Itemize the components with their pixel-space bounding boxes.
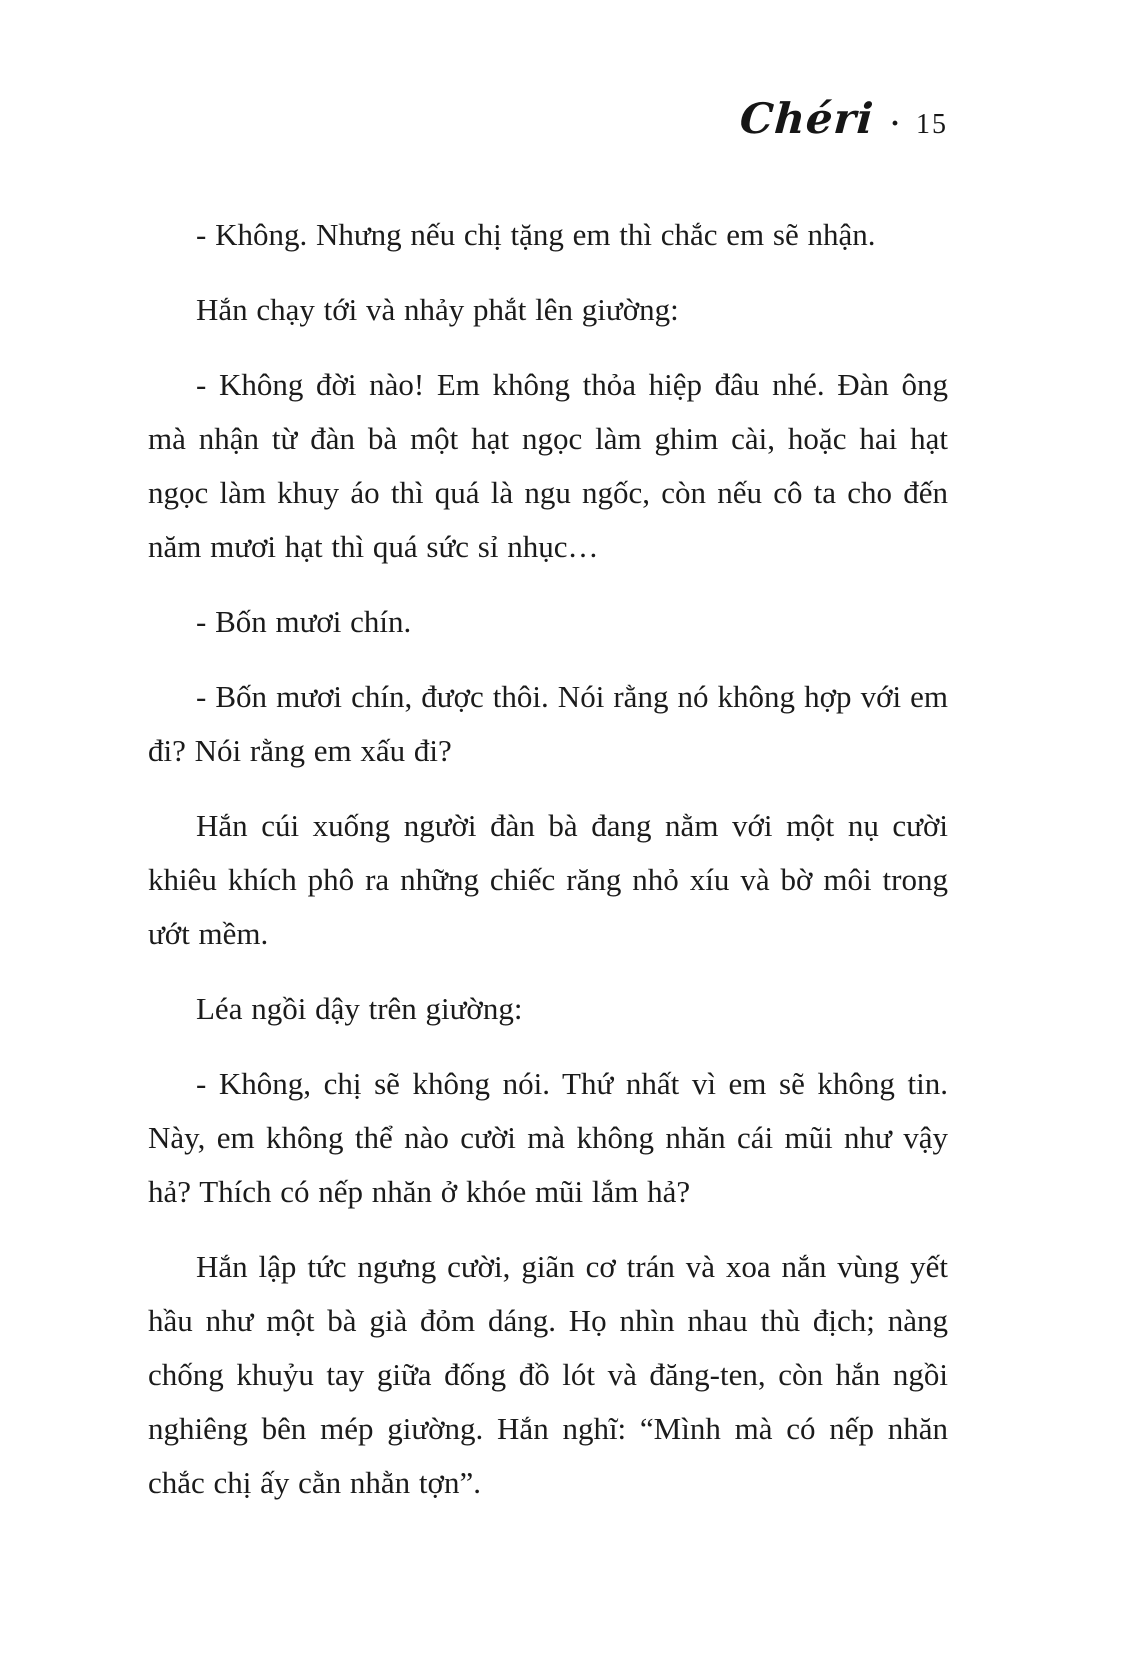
paragraph: Hắn lập tức ngưng cười, giãn cơ trán và xoa nắn vùng yết hầu như một bà già đỏm dáng. Họ nhìn nhau thù địch; nàng chống khuỷu tay giữa đống đồ lót và đăng-ten, còn hắn ngồi nghiêng bên mép giường. Hắn nghĩ: “Mình mà có nếp nhăn chắc chị ấy cằn nhằn tợn”.	[148, 1249, 948, 1500]
running-title: Chéri	[738, 94, 876, 143]
page-number: 15	[916, 109, 948, 140]
text-column	[148, 94, 948, 1531]
paragraph: - Bốn mươi chín.	[196, 604, 412, 639]
paragraph: Léa ngồi dậy trên giường:	[196, 991, 523, 1026]
paragraph: - Bốn mươi chín, được thôi. Nói rằng nó không hợp với em đi? Nói rằng em xấu đi?	[148, 679, 948, 768]
paragraph: Hắn chạy tới và nhảy phắt lên giường:	[196, 292, 679, 327]
page-header	[148, 94, 948, 156]
page-body	[148, 208, 948, 1510]
paragraph: - Không. Nhưng nếu chị tặng em thì chắc em sẽ nhận.	[196, 217, 876, 252]
paragraph: Hắn cúi xuống người đàn bà đang nằm với một nụ cười khiêu khích phô ra những chiếc răng nhỏ xíu và bờ môi trong ướt mềm.	[148, 808, 948, 951]
paragraph: - Không, chị sẽ không nói. Thứ nhất vì em sẽ không tin. Này, em không thể nào cười mà không nhăn cái mũi như vậy hả? Thích có nếp nhăn ở khóe mũi lắm hả?	[148, 1066, 948, 1209]
header-separator-dot: ·	[889, 107, 900, 140]
paragraph: - Không đời nào! Em không thỏa hiệp đâu nhé. Đàn ông mà nhận từ đàn bà một hạt ngọc làm ghim cài, hoặc hai hạt ngọc làm khuy áo thì quá là ngu ngốc, còn nếu cô ta cho đến năm mươi hạt thì quá sức sỉ nhục…	[148, 367, 948, 564]
